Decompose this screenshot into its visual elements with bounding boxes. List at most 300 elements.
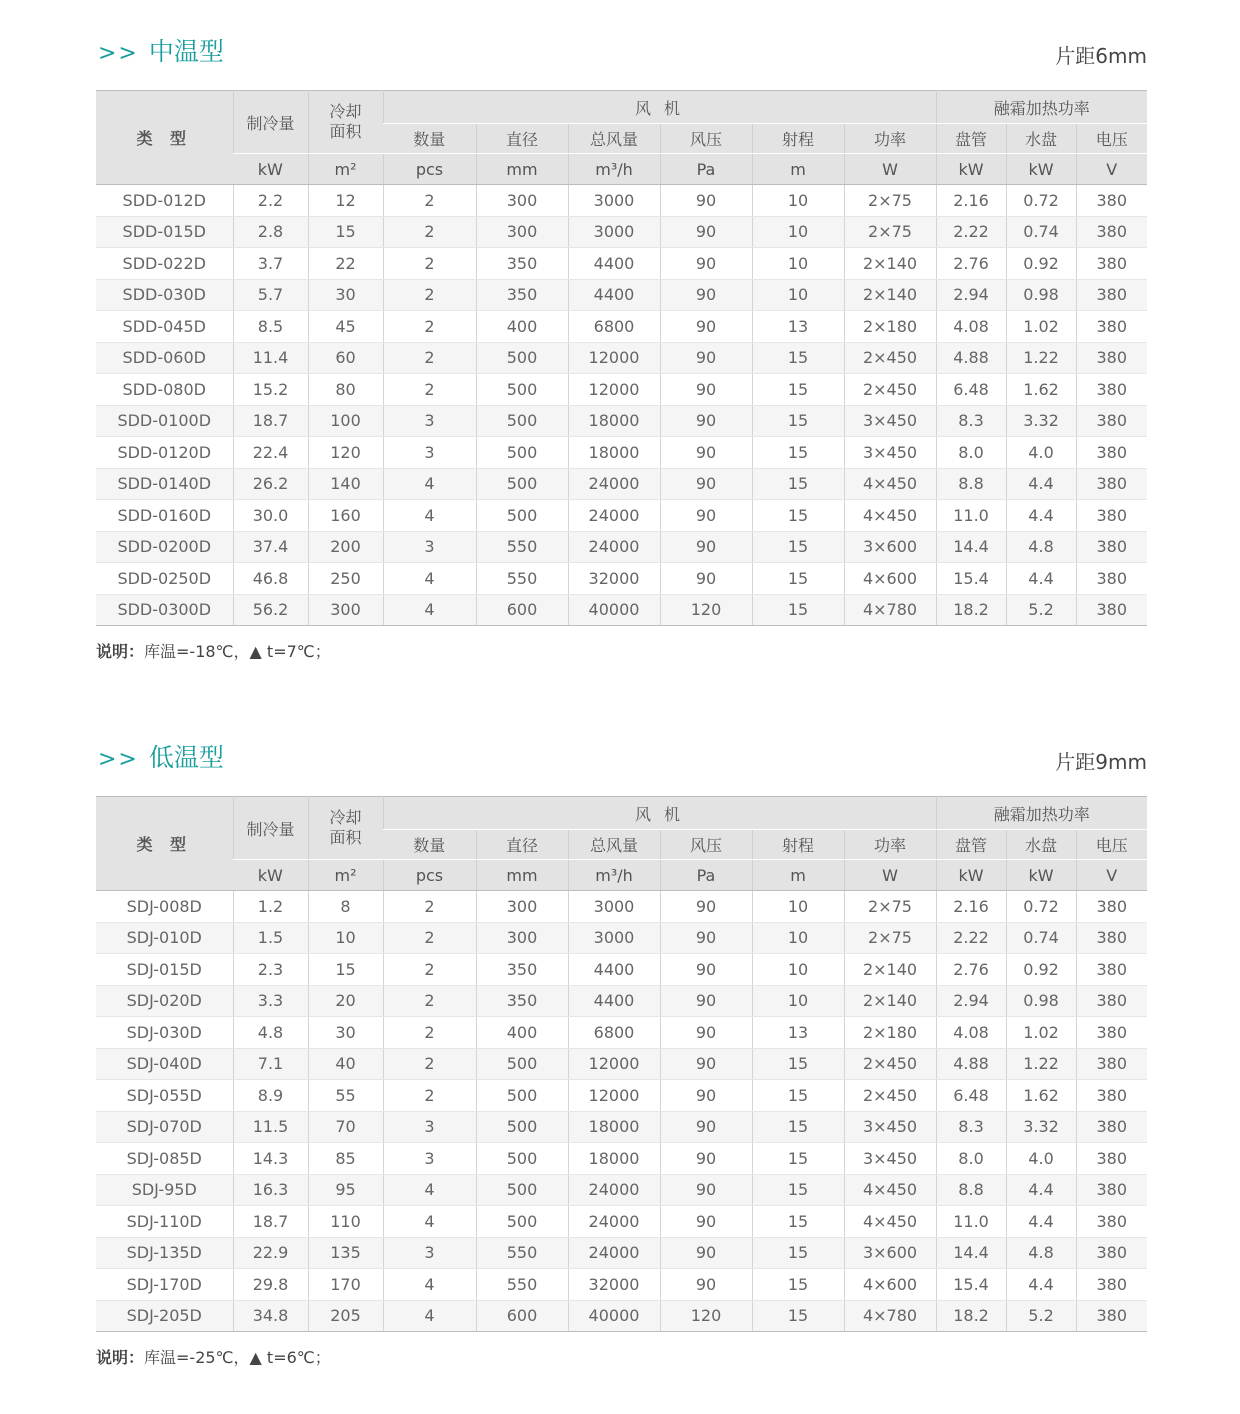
- unit-range: m: [752, 860, 844, 891]
- cell-pressure: 90: [660, 985, 752, 1017]
- cell-diameter: 300: [476, 891, 568, 923]
- cell-drain: 0.74: [1006, 216, 1076, 248]
- cell-drain: 4.4: [1006, 1174, 1076, 1206]
- header-cooling: 制冷量: [233, 797, 308, 860]
- unit-range: m: [752, 154, 844, 185]
- table-row: [96, 985, 1147, 1017]
- footnote-text: 库温=-25℃，▲ t=6℃；: [144, 1348, 331, 1367]
- cell-qty: 2: [383, 1017, 476, 1049]
- unit-coil: kW: [936, 860, 1006, 891]
- unit-airflow: m³/h: [568, 154, 660, 185]
- cell-model: SDD-022D: [96, 248, 233, 280]
- header-airflow: 总风量: [568, 830, 660, 860]
- spec-table-body: [96, 185, 1147, 626]
- unit-voltage: V: [1076, 154, 1147, 185]
- cell-cooling: 34.8: [233, 1300, 308, 1332]
- cell-diameter: 300: [476, 922, 568, 954]
- spec-table: [96, 796, 1147, 1332]
- fin-pitch-label: 片距6mm: [1055, 44, 1147, 68]
- header-voltage: 电压: [1076, 830, 1147, 860]
- cell-model: SDD-015D: [96, 216, 233, 248]
- unit-drain: kW: [1006, 154, 1076, 185]
- cell-drain: 1.22: [1006, 342, 1076, 374]
- cell-cooling: 29.8: [233, 1269, 308, 1301]
- table-row: [96, 891, 1147, 923]
- cell-model: SDJ-010D: [96, 922, 233, 954]
- cell-diameter: 500: [476, 468, 568, 500]
- unit-cooling: kW: [233, 154, 308, 185]
- cell-power: 4×600: [844, 563, 936, 595]
- cell-voltage: 380: [1076, 1017, 1147, 1049]
- header-qty: 数量: [383, 124, 476, 154]
- cell-range: 10: [752, 891, 844, 923]
- cell-model: SDD-0250D: [96, 563, 233, 595]
- cell-model: SDD-012D: [96, 185, 233, 217]
- footnote: [96, 1345, 1147, 1368]
- cell-range: 15: [752, 1048, 844, 1080]
- cell-pressure: 90: [660, 185, 752, 217]
- cell-coil: 2.94: [936, 279, 1006, 311]
- medium-temp-section: [96, 32, 1147, 662]
- section-title-text: 中温型: [148, 37, 224, 66]
- header-fan-group: 风 机: [383, 797, 936, 830]
- cell-drain: 4.8: [1006, 531, 1076, 563]
- cell-power: 2×140: [844, 954, 936, 986]
- table-row: [96, 342, 1147, 374]
- cell-power: 3×450: [844, 405, 936, 437]
- cell-pressure: 90: [660, 891, 752, 923]
- cell-power: 4×450: [844, 500, 936, 532]
- header-coil: 盘管: [936, 830, 1006, 860]
- cell-range: 15: [752, 342, 844, 374]
- cell-coil: 2.16: [936, 891, 1006, 923]
- cell-airflow: 24000: [568, 1206, 660, 1238]
- cell-voltage: 380: [1076, 1206, 1147, 1238]
- cell-power: 2×75: [844, 922, 936, 954]
- cell-voltage: 380: [1076, 468, 1147, 500]
- cell-pressure: 90: [660, 311, 752, 343]
- cell-drain: 3.32: [1006, 405, 1076, 437]
- spec-table: [96, 90, 1147, 626]
- section-title: [98, 32, 224, 68]
- cell-airflow: 32000: [568, 563, 660, 595]
- cell-power: 2×140: [844, 985, 936, 1017]
- cell-cooling: 15.2: [233, 374, 308, 406]
- cell-drain: 4.4: [1006, 1269, 1076, 1301]
- cell-diameter: 500: [476, 405, 568, 437]
- header-type: 类 型: [96, 797, 233, 891]
- header-pressure: 风压: [660, 124, 752, 154]
- cell-power: 4×450: [844, 468, 936, 500]
- cell-range: 15: [752, 1174, 844, 1206]
- cell-pressure: 90: [660, 248, 752, 280]
- cell-voltage: 380: [1076, 1237, 1147, 1269]
- cell-airflow: 4400: [568, 279, 660, 311]
- cell-drain: 1.02: [1006, 311, 1076, 343]
- cell-pressure: 90: [660, 954, 752, 986]
- table-row: [96, 248, 1147, 280]
- cell-drain: 0.92: [1006, 248, 1076, 280]
- unit-diameter: mm: [476, 860, 568, 891]
- header-defrost-group: 融霜加热功率: [936, 91, 1147, 124]
- cell-airflow: 24000: [568, 1237, 660, 1269]
- cell-power: 2×180: [844, 311, 936, 343]
- cell-area: 60: [308, 342, 383, 374]
- cell-pressure: 90: [660, 1017, 752, 1049]
- header-coil: 盘管: [936, 124, 1006, 154]
- cell-model: SDJ-110D: [96, 1206, 233, 1238]
- cell-range: 15: [752, 500, 844, 532]
- table-row: [96, 1237, 1147, 1269]
- cell-voltage: 380: [1076, 311, 1147, 343]
- cell-airflow: 32000: [568, 1269, 660, 1301]
- header-defrost-group: 融霜加热功率: [936, 797, 1147, 830]
- cell-airflow: 3000: [568, 891, 660, 923]
- cell-model: SDJ-030D: [96, 1017, 233, 1049]
- cell-airflow: 18000: [568, 437, 660, 469]
- cell-coil: 4.08: [936, 311, 1006, 343]
- cell-area: 200: [308, 531, 383, 563]
- cell-qty: 2: [383, 922, 476, 954]
- cell-coil: 2.22: [936, 216, 1006, 248]
- cell-diameter: 500: [476, 500, 568, 532]
- cell-range: 13: [752, 1017, 844, 1049]
- cell-power: 3×600: [844, 1237, 936, 1269]
- cell-cooling: 22.9: [233, 1237, 308, 1269]
- unit-pressure: Pa: [660, 860, 752, 891]
- header-drain: 水盘: [1006, 124, 1076, 154]
- cell-model: SDJ-95D: [96, 1174, 233, 1206]
- cell-diameter: 500: [476, 437, 568, 469]
- cell-area: 140: [308, 468, 383, 500]
- cell-power: 2×450: [844, 374, 936, 406]
- cell-drain: 1.62: [1006, 374, 1076, 406]
- cell-cooling: 7.1: [233, 1048, 308, 1080]
- table-row: [96, 1048, 1147, 1080]
- cell-diameter: 500: [476, 1111, 568, 1143]
- cell-range: 15: [752, 594, 844, 626]
- cell-airflow: 40000: [568, 594, 660, 626]
- cell-qty: 2: [383, 954, 476, 986]
- cell-area: 160: [308, 500, 383, 532]
- cell-range: 15: [752, 374, 844, 406]
- cell-diameter: 400: [476, 311, 568, 343]
- double-arrow-icon: >>: [98, 41, 139, 66]
- cell-area: 95: [308, 1174, 383, 1206]
- cell-qty: 3: [383, 437, 476, 469]
- cell-coil: 11.0: [936, 500, 1006, 532]
- cell-qty: 3: [383, 1111, 476, 1143]
- cell-coil: 2.76: [936, 248, 1006, 280]
- cell-area: 120: [308, 437, 383, 469]
- cell-pressure: 90: [660, 1269, 752, 1301]
- cell-drain: 5.2: [1006, 1300, 1076, 1332]
- unit-power: W: [844, 860, 936, 891]
- cell-cooling: 18.7: [233, 405, 308, 437]
- cell-diameter: 500: [476, 1080, 568, 1112]
- cell-cooling: 3.3: [233, 985, 308, 1017]
- cell-cooling: 4.8: [233, 1017, 308, 1049]
- cell-cooling: 37.4: [233, 531, 308, 563]
- cell-voltage: 380: [1076, 216, 1147, 248]
- section-header: [96, 738, 1147, 796]
- header-range: 射程: [752, 124, 844, 154]
- cell-qty: 2: [383, 1080, 476, 1112]
- cell-qty: 4: [383, 1206, 476, 1238]
- cell-qty: 2: [383, 374, 476, 406]
- cell-cooling: 18.7: [233, 1206, 308, 1238]
- footnote: [96, 639, 1147, 662]
- cell-diameter: 500: [476, 1143, 568, 1175]
- cell-pressure: 90: [660, 1080, 752, 1112]
- cell-pressure: 90: [660, 500, 752, 532]
- cell-airflow: 12000: [568, 374, 660, 406]
- cell-voltage: 380: [1076, 1111, 1147, 1143]
- cell-range: 10: [752, 279, 844, 311]
- cell-power: 4×450: [844, 1206, 936, 1238]
- cell-range: 15: [752, 563, 844, 595]
- cell-voltage: 380: [1076, 374, 1147, 406]
- cell-model: SDJ-085D: [96, 1143, 233, 1175]
- cell-diameter: 500: [476, 1048, 568, 1080]
- spec-table-body: [96, 891, 1147, 1332]
- cell-qty: 2: [383, 279, 476, 311]
- cell-pressure: 90: [660, 1237, 752, 1269]
- cell-cooling: 8.9: [233, 1080, 308, 1112]
- cell-area: 205: [308, 1300, 383, 1332]
- header-power: 功率: [844, 124, 936, 154]
- cell-area: 30: [308, 1017, 383, 1049]
- cell-range: 15: [752, 437, 844, 469]
- cell-diameter: 500: [476, 1174, 568, 1206]
- cell-airflow: 3000: [568, 185, 660, 217]
- cell-voltage: 380: [1076, 985, 1147, 1017]
- cell-coil: 15.4: [936, 563, 1006, 595]
- cell-pressure: 120: [660, 1300, 752, 1332]
- cell-diameter: 600: [476, 1300, 568, 1332]
- cell-cooling: 1.5: [233, 922, 308, 954]
- header-fan-group: 风 机: [383, 91, 936, 124]
- cell-pressure: 90: [660, 437, 752, 469]
- cell-qty: 4: [383, 563, 476, 595]
- cell-qty: 2: [383, 891, 476, 923]
- cell-diameter: 500: [476, 342, 568, 374]
- cell-diameter: 350: [476, 954, 568, 986]
- cell-range: 10: [752, 922, 844, 954]
- cell-diameter: 500: [476, 1206, 568, 1238]
- cell-area: 10: [308, 922, 383, 954]
- cell-coil: 8.3: [936, 1111, 1006, 1143]
- cell-range: 13: [752, 311, 844, 343]
- cell-drain: 0.72: [1006, 891, 1076, 923]
- header-airflow: 总风量: [568, 124, 660, 154]
- unit-voltage: V: [1076, 860, 1147, 891]
- cell-drain: 3.32: [1006, 1111, 1076, 1143]
- cell-drain: 0.72: [1006, 185, 1076, 217]
- cell-power: 2×75: [844, 891, 936, 923]
- cell-diameter: 350: [476, 279, 568, 311]
- cell-coil: 15.4: [936, 1269, 1006, 1301]
- cell-voltage: 380: [1076, 531, 1147, 563]
- fin-pitch-label: 片距9mm: [1055, 750, 1147, 774]
- cell-qty: 3: [383, 531, 476, 563]
- cell-area: 70: [308, 1111, 383, 1143]
- unit-area: m²: [308, 154, 383, 185]
- cell-coil: 8.3: [936, 405, 1006, 437]
- cell-area: 15: [308, 954, 383, 986]
- cell-area: 135: [308, 1237, 383, 1269]
- cell-drain: 0.98: [1006, 985, 1076, 1017]
- table-row: [96, 922, 1147, 954]
- cell-model: SDD-080D: [96, 374, 233, 406]
- cell-power: 4×600: [844, 1269, 936, 1301]
- cell-drain: 5.2: [1006, 594, 1076, 626]
- cell-pressure: 90: [660, 531, 752, 563]
- cell-range: 15: [752, 1111, 844, 1143]
- unit-airflow: m³/h: [568, 860, 660, 891]
- cell-coil: 2.16: [936, 185, 1006, 217]
- cell-pressure: 90: [660, 1111, 752, 1143]
- cell-model: SDD-0120D: [96, 437, 233, 469]
- cell-range: 15: [752, 1143, 844, 1175]
- table-row: [96, 500, 1147, 532]
- cell-diameter: 500: [476, 374, 568, 406]
- cell-model: SDJ-205D: [96, 1300, 233, 1332]
- cell-model: SDJ-040D: [96, 1048, 233, 1080]
- header-range: 射程: [752, 830, 844, 860]
- cell-qty: 3: [383, 405, 476, 437]
- cell-model: SDJ-020D: [96, 985, 233, 1017]
- header-diameter: 直径: [476, 124, 568, 154]
- cell-cooling: 56.2: [233, 594, 308, 626]
- cell-power: 3×450: [844, 1111, 936, 1143]
- cell-model: SDD-0300D: [96, 594, 233, 626]
- cell-model: SDD-0100D: [96, 405, 233, 437]
- cell-drain: 4.8: [1006, 1237, 1076, 1269]
- cell-voltage: 380: [1076, 1080, 1147, 1112]
- cell-qty: 2: [383, 311, 476, 343]
- cell-qty: 4: [383, 1174, 476, 1206]
- cell-airflow: 12000: [568, 342, 660, 374]
- table-row: [96, 1080, 1147, 1112]
- cell-qty: 4: [383, 468, 476, 500]
- cell-voltage: 380: [1076, 405, 1147, 437]
- cell-qty: 2: [383, 985, 476, 1017]
- cell-voltage: 380: [1076, 594, 1147, 626]
- unit-pressure: Pa: [660, 154, 752, 185]
- cell-voltage: 380: [1076, 1143, 1147, 1175]
- cell-model: SDD-0200D: [96, 531, 233, 563]
- header-power: 功率: [844, 830, 936, 860]
- cell-coil: 6.48: [936, 374, 1006, 406]
- cell-coil: 18.2: [936, 1300, 1006, 1332]
- cell-area: 110: [308, 1206, 383, 1238]
- cell-power: 3×600: [844, 531, 936, 563]
- cell-power: 4×780: [844, 1300, 936, 1332]
- cell-pressure: 90: [660, 374, 752, 406]
- cell-model: SDJ-070D: [96, 1111, 233, 1143]
- low-temp-section: [96, 738, 1147, 1368]
- cell-drain: 1.62: [1006, 1080, 1076, 1112]
- cell-coil: 8.0: [936, 1143, 1006, 1175]
- cell-power: 4×450: [844, 1174, 936, 1206]
- table-row: [96, 531, 1147, 563]
- cell-airflow: 6800: [568, 311, 660, 343]
- table-row: [96, 405, 1147, 437]
- cell-diameter: 550: [476, 531, 568, 563]
- cell-cooling: 2.2: [233, 185, 308, 217]
- cell-area: 40: [308, 1048, 383, 1080]
- cell-area: 8: [308, 891, 383, 923]
- cell-coil: 14.4: [936, 1237, 1006, 1269]
- cell-diameter: 350: [476, 985, 568, 1017]
- table-row: [96, 374, 1147, 406]
- table-row: [96, 311, 1147, 343]
- table-row: [96, 1143, 1147, 1175]
- cell-cooling: 2.8: [233, 216, 308, 248]
- cell-range: 10: [752, 248, 844, 280]
- cell-area: 85: [308, 1143, 383, 1175]
- header-drain: 水盘: [1006, 830, 1076, 860]
- cell-airflow: 12000: [568, 1048, 660, 1080]
- cell-voltage: 380: [1076, 1300, 1147, 1332]
- cell-cooling: 1.2: [233, 891, 308, 923]
- cell-model: SDD-030D: [96, 279, 233, 311]
- cell-model: SDJ-015D: [96, 954, 233, 986]
- cell-area: 20: [308, 985, 383, 1017]
- cell-power: 2×450: [844, 1048, 936, 1080]
- cell-drain: 1.02: [1006, 1017, 1076, 1049]
- cell-pressure: 90: [660, 342, 752, 374]
- cell-cooling: 30.0: [233, 500, 308, 532]
- cell-pressure: 90: [660, 405, 752, 437]
- cell-model: SDJ-055D: [96, 1080, 233, 1112]
- cell-pressure: 90: [660, 216, 752, 248]
- cell-power: 2×450: [844, 1080, 936, 1112]
- cell-airflow: 6800: [568, 1017, 660, 1049]
- cell-qty: 2: [383, 1048, 476, 1080]
- cell-cooling: 11.5: [233, 1111, 308, 1143]
- cell-coil: 11.0: [936, 1206, 1006, 1238]
- table-row: [96, 563, 1147, 595]
- cell-pressure: 90: [660, 468, 752, 500]
- cell-voltage: 380: [1076, 437, 1147, 469]
- cell-airflow: 24000: [568, 500, 660, 532]
- cell-coil: 2.22: [936, 922, 1006, 954]
- footnote-label: 说明：: [96, 642, 145, 661]
- cell-voltage: 380: [1076, 1174, 1147, 1206]
- cell-drain: 4.4: [1006, 563, 1076, 595]
- table-row: [96, 468, 1147, 500]
- cell-diameter: 300: [476, 185, 568, 217]
- header-qty: 数量: [383, 830, 476, 860]
- cell-voltage: 380: [1076, 342, 1147, 374]
- cell-range: 15: [752, 1300, 844, 1332]
- cell-model: SDD-0160D: [96, 500, 233, 532]
- unit-coil: kW: [936, 154, 1006, 185]
- cell-cooling: 3.7: [233, 248, 308, 280]
- table-row: [96, 954, 1147, 986]
- table-row: [96, 1111, 1147, 1143]
- cell-coil: 14.4: [936, 531, 1006, 563]
- cell-qty: 4: [383, 1300, 476, 1332]
- cell-power: 4×780: [844, 594, 936, 626]
- cell-drain: 0.74: [1006, 922, 1076, 954]
- cell-model: SDJ-008D: [96, 891, 233, 923]
- cell-range: 15: [752, 468, 844, 500]
- cell-qty: 4: [383, 594, 476, 626]
- header-voltage: 电压: [1076, 124, 1147, 154]
